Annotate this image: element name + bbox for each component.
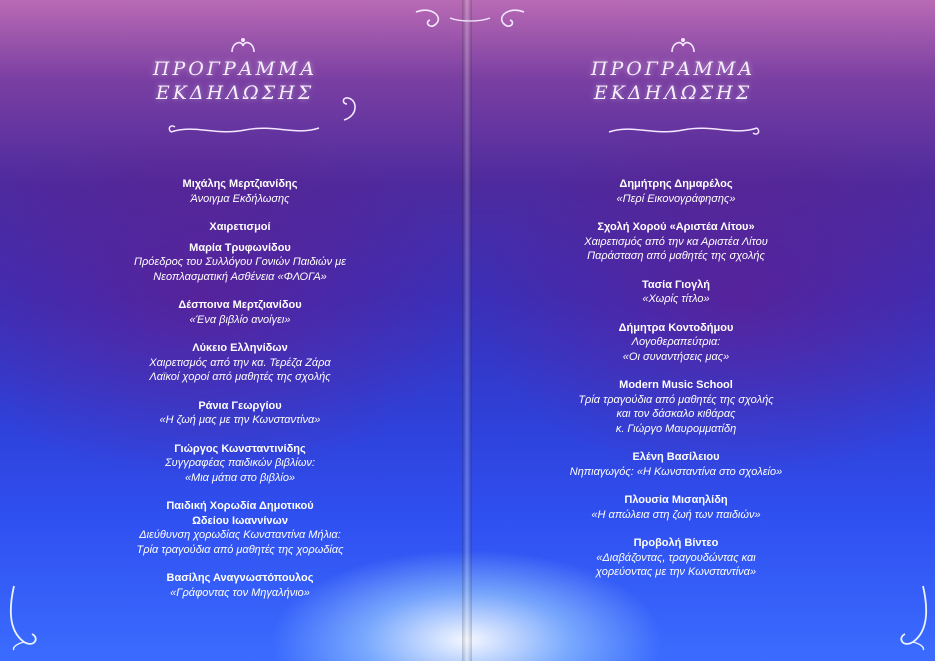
entry-name: Τασία Γιογλή: [641, 278, 711, 291]
program-entry: [506, 278, 846, 307]
entry-description: «Μια μάτια στο βιβλίο»: [184, 471, 296, 484]
program-entry: [70, 499, 410, 557]
entry-description: κ. Γιώργο Μαυρομματίδη: [615, 422, 737, 435]
entry-description: και τον δάσκαλο κιθάρας: [616, 408, 736, 420]
program-entry: [70, 341, 410, 385]
program-entry: [70, 241, 410, 285]
underline-flourish-icon: [165, 122, 325, 138]
entry-description: «Η ζωή μας με την Κωνσταντίνα»: [159, 414, 321, 426]
entry-description: «Ένα βιβλίο ανοίγει»: [189, 313, 291, 326]
program-list-left: [70, 177, 410, 614]
entry-description: Διεύθυνση χορωδίας Κωνσταντίνα Μήλια:: [139, 529, 341, 541]
program-entry: [506, 321, 846, 365]
program-entry: [506, 220, 846, 264]
entry-name: Δέσποινα Μερτζιανίδου: [178, 299, 302, 311]
entry-name: Παιδική Χορωδία Δημοτικού: [166, 500, 314, 512]
program-entry: [506, 493, 846, 522]
entry-name: Γιώργος Κωνσταντινίδης: [174, 442, 306, 455]
entry-description: «Χωρίς τίτλο»: [642, 293, 710, 305]
entry-description: «Γράφοντας τον Μηγαλήνιο»: [170, 586, 310, 599]
entry-description: «Η απώλεια στη ζωή των παιδιών»: [591, 508, 761, 521]
flourish-ornament-icon: [228, 36, 258, 56]
program-entry: [70, 177, 410, 206]
top-center-ornament-icon: [410, 4, 530, 38]
program-entry: [70, 571, 410, 600]
entry-name: Δημήτρης Δημαρέλος: [619, 178, 733, 190]
entry-name: Modern Music School: [619, 379, 733, 391]
program-entry: [70, 220, 410, 241]
entry-description: Τρία τραγούδια από μαθητές της σχολής: [578, 393, 774, 406]
program-entry: [506, 177, 846, 206]
entry-name: Ωδείου Ιωαννίνων: [192, 514, 288, 527]
entry-description: Λογοθεραπεύτρια:: [631, 336, 721, 348]
corner-swirl-icon: [893, 582, 933, 652]
entry-description: χορεύοντας με την Κωνσταντίνα»: [595, 566, 757, 578]
entry-description: Χαιρετισμός από την κα Αριστέα Λίτου: [584, 235, 768, 248]
entry-name: Πλουσία Μισαηλίδη: [624, 494, 728, 506]
entry-name: Προβολή Βίντεο: [633, 537, 719, 549]
entry-description: «Οι συναντήσεις μας»: [622, 350, 730, 363]
entry-description: Νηπιαγωγός: «Η Κωνσταντίνα στο σχολείο»: [569, 465, 783, 478]
underline-flourish-icon: [603, 122, 763, 138]
entry-description: Πρόεδρος του Συλλόγου Γονιών Παιδιών με: [134, 256, 346, 268]
program-entry: [506, 378, 846, 436]
entry-description: Τρία τραγούδια από μαθητές της χορωδίας: [136, 543, 344, 556]
entry-description: Παράσταση από μαθητές της σχολής: [587, 250, 765, 262]
entry-name: Σχολή Χορού «Αριστέα Λίτου»: [597, 221, 755, 233]
entry-name: Μαρία Τρυφωνίδου: [189, 241, 291, 254]
flourish-ornament-icon: [668, 36, 698, 56]
program-entry: [70, 442, 410, 486]
entry-name: Μιχάλης Μερτζιανίδης: [182, 178, 298, 190]
curl-ornament-icon: [338, 90, 364, 124]
left-page: [0, 0, 467, 661]
entry-description: Άνοιγμα Εκδήλωσης: [190, 192, 290, 205]
entry-description: Λαϊκοί χοροί από μαθητές της σχολής: [149, 371, 331, 383]
entry-description: «Διαβάζοντας, τραγουδώντας και: [596, 551, 756, 564]
program-entry: [70, 298, 410, 327]
entry-name: Ελένη Βασίλειου: [632, 451, 720, 463]
program-entry: [506, 536, 846, 580]
entry-name: Ράνια Γεωργίου: [198, 399, 282, 412]
right-page: [468, 0, 935, 661]
entry-description: Νεοπλασματική Ασθένεια «ΦΛΟΓΑ»: [153, 270, 327, 283]
program-title: ΠΡΟΓΡΑΜΜΑ ΕΚΔΗΛΩΣΗΣ: [590, 58, 756, 104]
entry-description: Χαιρετισμός από την κα. Τερέζα Ζάρα: [149, 356, 331, 369]
program-title: ΠΡΟΓΡΑΜΜΑ ΕΚΔΗΛΩΣΗΣ: [152, 58, 318, 104]
entry-description: «Περί Εικονογράφησης»: [616, 192, 736, 205]
corner-swirl-icon: [4, 582, 44, 652]
program-entry: [70, 399, 410, 428]
program-entry: [506, 450, 846, 479]
entry-name: Χαιρετισμοί: [209, 221, 271, 233]
entry-name: Δήμητρα Κοντοδήμου: [618, 321, 734, 334]
entry-description: Συγγραφέας παιδικών βιβλίων:: [165, 457, 315, 469]
entry-name: Λύκειο Ελληνίδων: [192, 342, 288, 354]
program-list-right: [506, 177, 846, 594]
entry-name: Βασίλης Αναγνωστόπουλος: [166, 572, 314, 584]
